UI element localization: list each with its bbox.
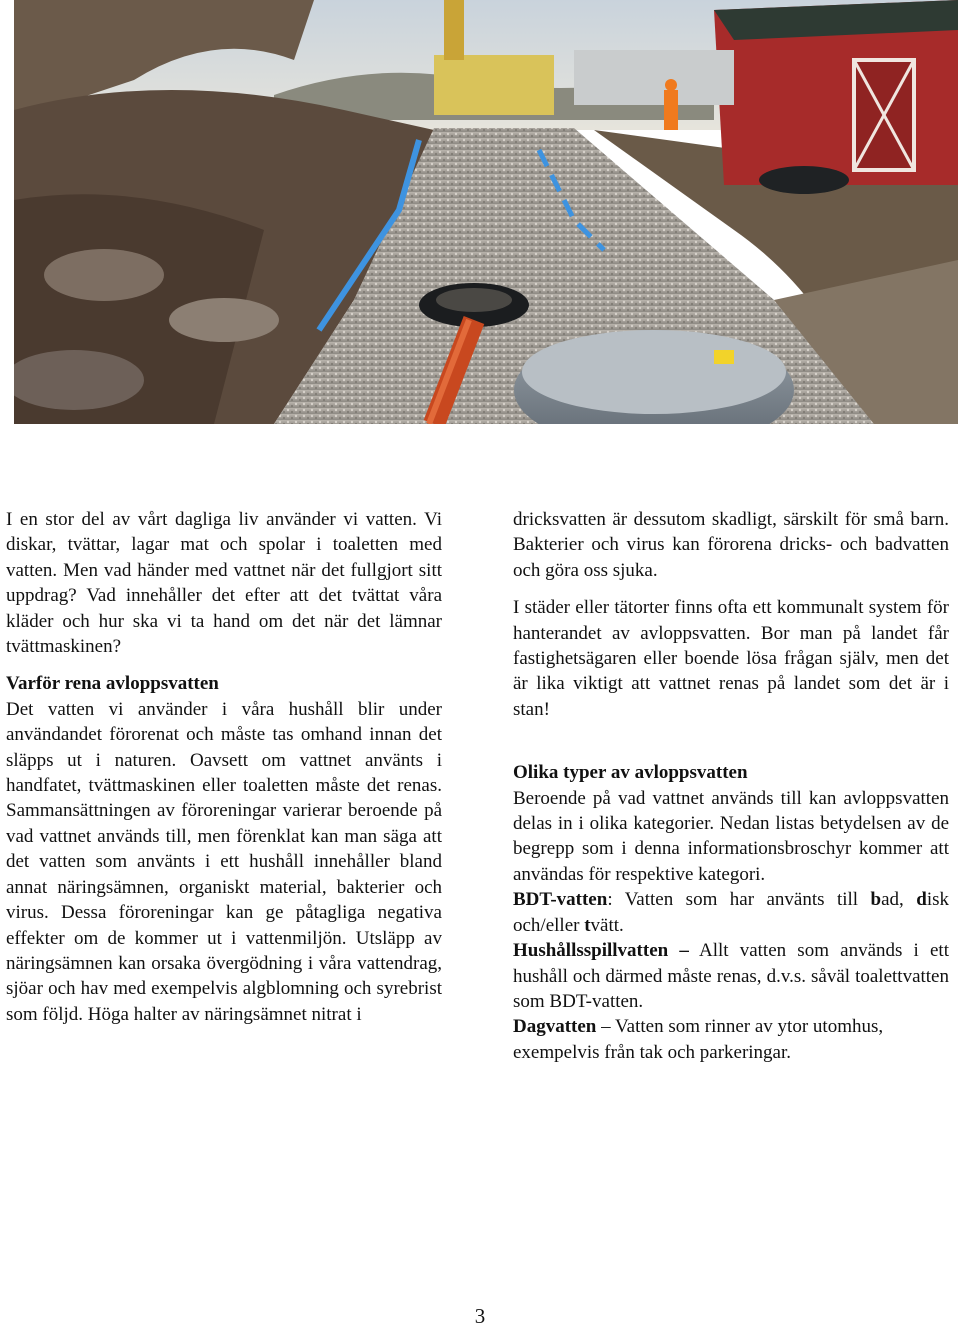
term-dagvatten: Dagvatten bbox=[513, 1016, 597, 1038]
bdt-ad: ad, bbox=[881, 889, 917, 911]
bdt-letter-d: d bbox=[916, 889, 927, 911]
right-column bbox=[513, 507, 949, 1065]
definition-bdt bbox=[513, 887, 949, 938]
continuation-paragraph: dricksvatten är dessutom skadligt, särskilt för små barn. Bakterier och virus kan förorena dricks- och badvatten och göra oss sjuka. bbox=[513, 509, 949, 581]
bdt-isk: isk och/eller bbox=[513, 889, 950, 936]
bdt-vatt: vätt. bbox=[590, 914, 624, 936]
definition-hushall bbox=[513, 938, 949, 1014]
heading-why-clean: Varför rena avloppsvatten bbox=[6, 673, 219, 695]
term-bdt: BDT-vatten bbox=[513, 889, 608, 911]
municipal-paragraph: I städer eller tätorter finns ofta ett kommunalt system för hanterandet av avloppsvatten. Bor man på landet får fastighetsägaren eller boende lösa frågan själv, men det är lika viktigt att vattnet renas på landet som det är i stan! bbox=[513, 597, 949, 720]
bdt-letter-b: b bbox=[870, 889, 882, 911]
definition-dagvatten bbox=[513, 1014, 949, 1065]
types-intro-paragraph: Beroende på vad vattnet används till kan avloppsvatten delas in i olika kategorier. Nedan listas betydelsen av de begrepp som i denna informationsbroschyr kommer att användas för respektive kategori. bbox=[513, 787, 949, 885]
heading-types: Olika typer av avloppsvatten bbox=[513, 762, 748, 784]
page-number: 3 bbox=[474, 1304, 486, 1328]
hushall-text: Allt vatten som används i ett hushåll och därmed måste renas, d.v.s. såväl toalettvatten som BDT-vatten. bbox=[513, 940, 949, 1012]
bdt-sep: : Vatten som har använts till bbox=[607, 889, 871, 911]
intro-paragraph: I en stor del av vårt dagliga liv använder vi vatten. Vi diskar, tvättar, lagar mat och spolar i toaletten med vatten. Men vad händer med vattnet när det fullgjort sitt uppdrag? Vad innehåller det efter att det tvättat våra kläder och hur ska vi ta hand om det när det lämnar tvättmaskinen? bbox=[6, 509, 442, 658]
photo-icon bbox=[14, 0, 958, 424]
construction-photo bbox=[14, 0, 958, 424]
term-hushall: Hushållsspillvatten – bbox=[513, 940, 689, 962]
dagvatten-text: – Vatten som rinner av ytor utomhus, exempelvis från tak och parkeringar. bbox=[513, 1016, 884, 1063]
why-clean-paragraph: Det vatten vi använder i våra hushåll blir under användandet förorenat och måste tas omhand innan det släpps ut i naturen. Oavsett om vattnet använts i handfatet, tvättmaskinen eller toaletten måste det renas. Sammansättningen av föroreningar varierar beroende på vad vattnet används till, men förenklat kan man säga att det vatten som använts i ett hushåll innehåller bland annat näringsämnen, organiskt material, bakterier och virus. Dessa föroreningar kan ge påtagliga negativa effekter om de kommer ut i vattenmiljön. Utsläpp av näringsämnen kan orsaka övergödning i våra vattendrag, sjöar och hav med exempelvis algblomning och syrebrist som följd. Höga halter av näringsämnet nitrat i bbox=[6, 698, 442, 1025]
bdt-letter-t: t bbox=[584, 914, 591, 936]
left-column bbox=[6, 507, 442, 1027]
